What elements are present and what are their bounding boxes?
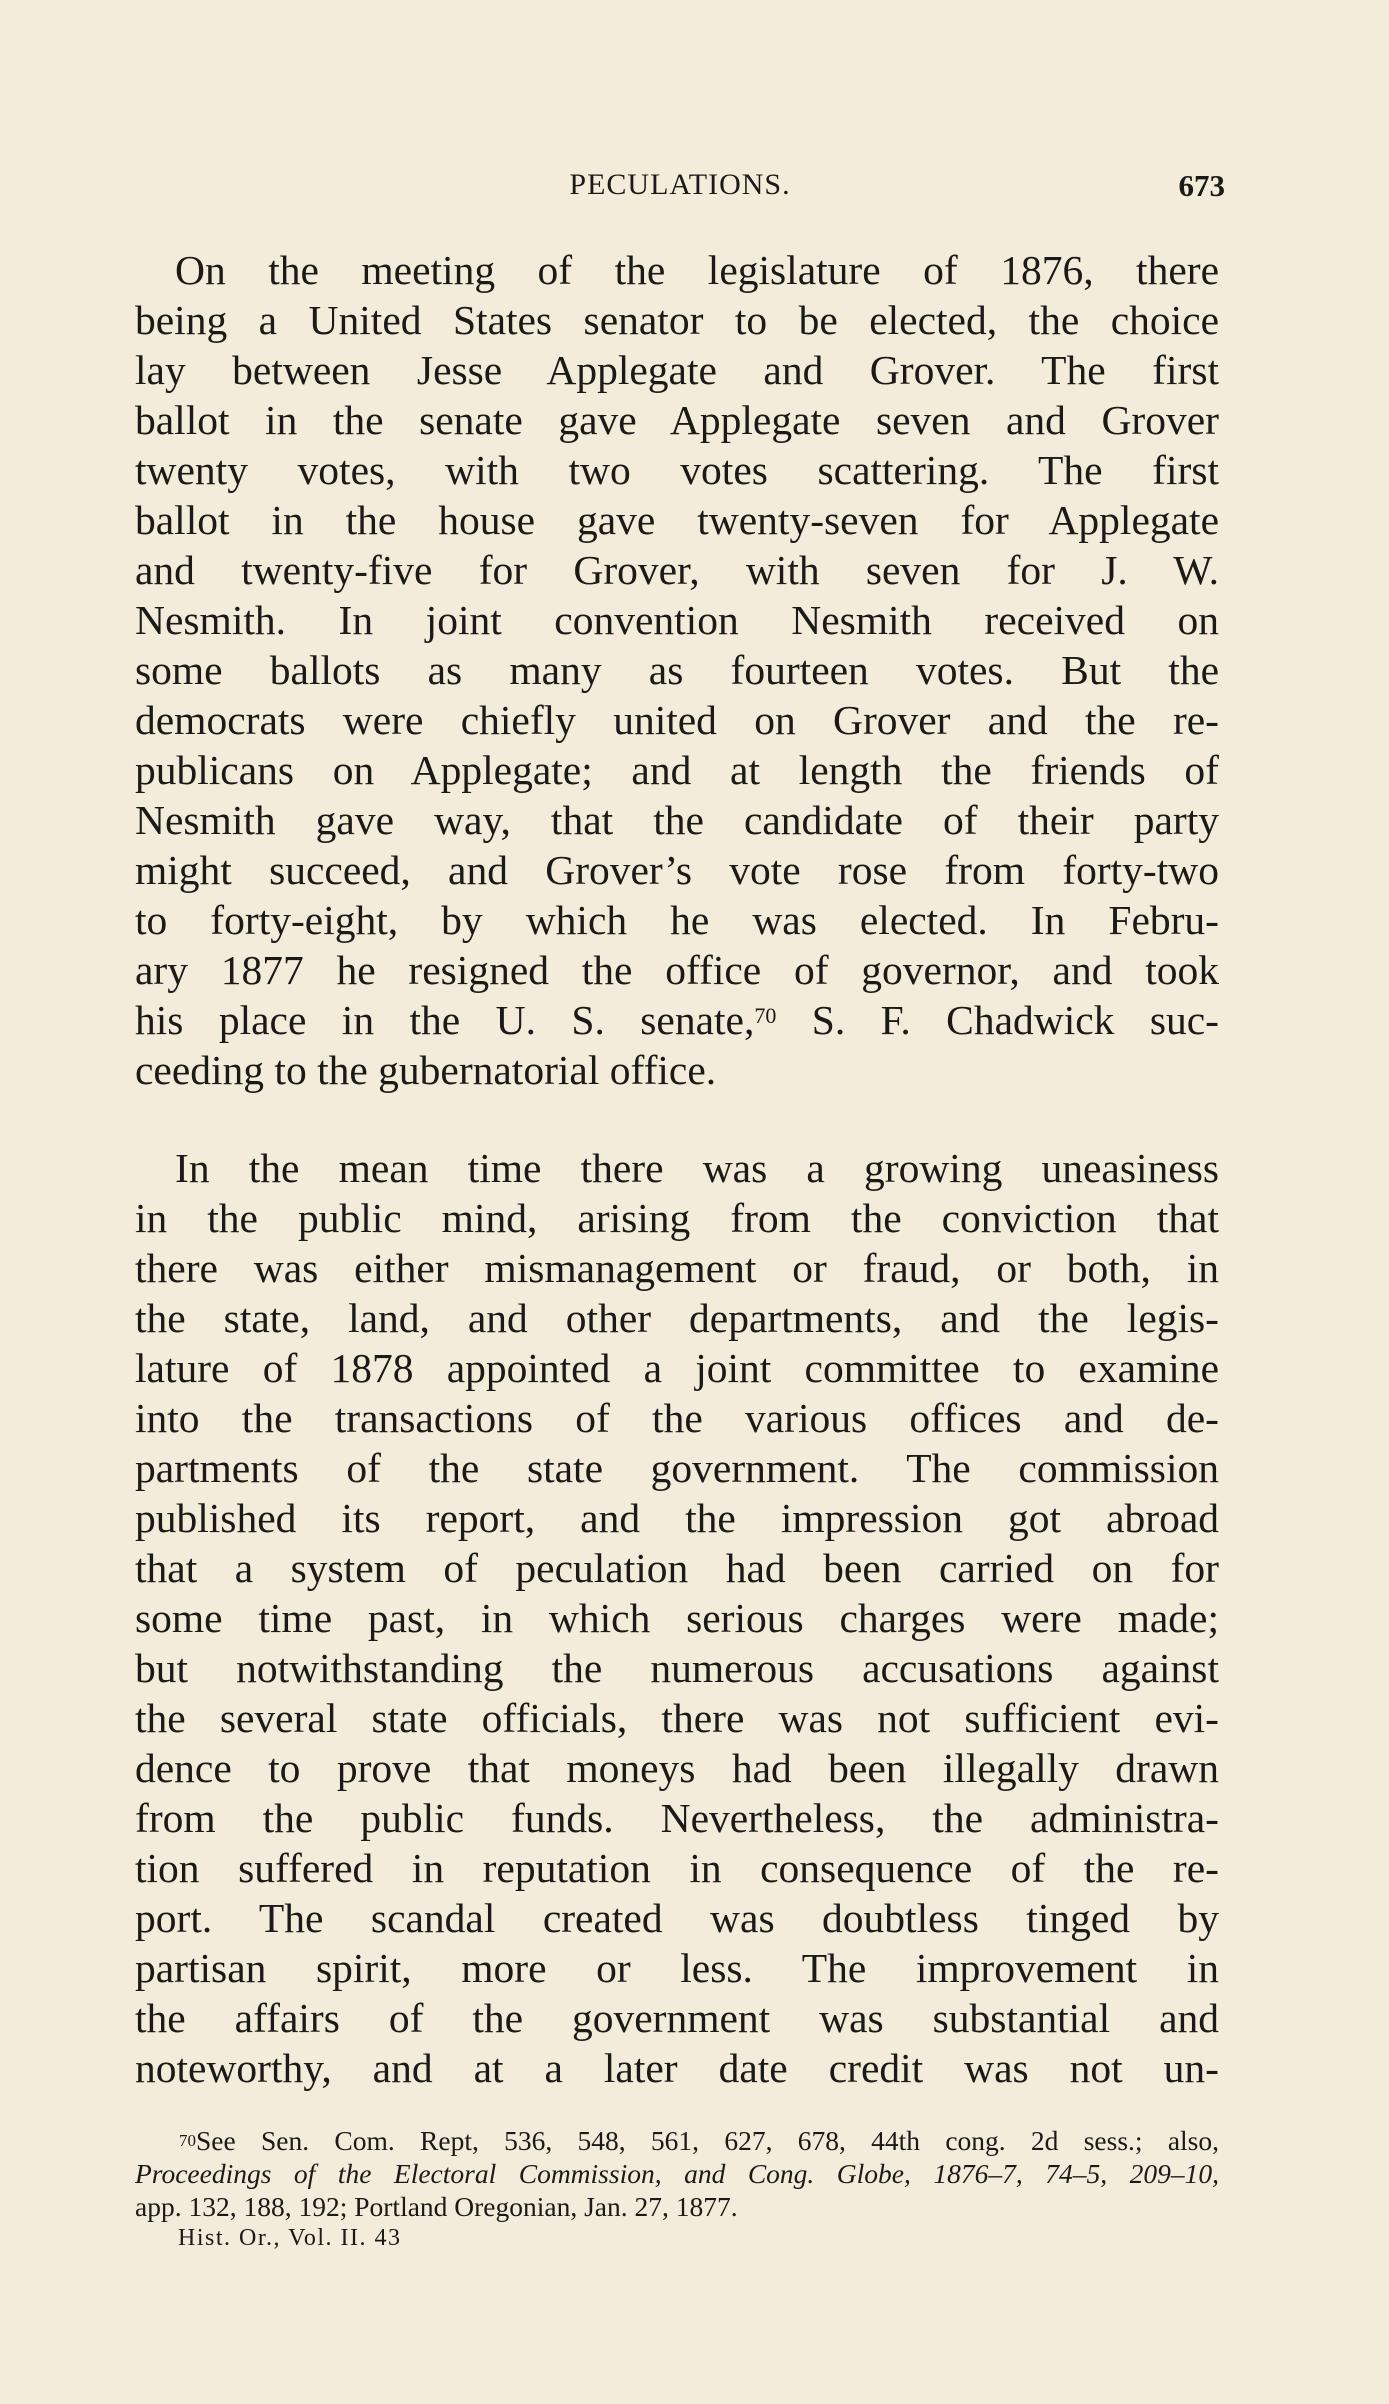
text-line: ary 1877 he resigned the office of governor, and took — [135, 947, 1219, 993]
text-line: ceeding to the gubernatorial office. — [135, 1047, 717, 1093]
text-line: that a system of peculation had been carried on for — [135, 1545, 1219, 1591]
footnotes — [135, 2124, 1219, 2223]
text-line: lature of 1878 appointed a joint committee to examine — [135, 1345, 1219, 1391]
footnote-line: app. 132, 188, 192; Portland Oregonian, Jan. 27, 1877. — [135, 2191, 738, 2222]
text-line: and twenty-five for Grover, with seven for J. W. — [135, 547, 1219, 593]
text-line: in the public mind, arising from the conviction that — [135, 1195, 1219, 1241]
text-line: port. The scandal created was doubtless tinged by — [135, 1895, 1219, 1941]
footnote-reference[interactable]: 70 — [754, 1003, 777, 1028]
text-line: tion suffered in reputation in consequence of the re- — [135, 1845, 1219, 1891]
text-line: there was either mismanagement or fraud, or both, in — [135, 1245, 1219, 1291]
text-line: being a United States senator to be elected, the choice — [135, 297, 1219, 343]
text-line: the several state officials, there was not sufficient evi- — [135, 1695, 1219, 1741]
text-line: publicans on Applegate; and at length the friends of — [135, 747, 1219, 793]
text-line: but notwithstanding the numerous accusations against — [135, 1645, 1219, 1691]
text-line: ballot in the senate gave Applegate seven and Grover — [135, 397, 1219, 443]
text-line: the affairs of the government was substantial and — [135, 1995, 1219, 2041]
text-line: noteworthy, and at a later date credit was not un- — [135, 2045, 1219, 2091]
text-line: ballot in the house gave twenty-seven for Applegate — [135, 497, 1219, 543]
text-line: some time past, in which serious charges were made; — [135, 1595, 1219, 1641]
text-line: might succeed, and Grover’s vote rose from forty-two — [135, 847, 1219, 893]
text-line: lay between Jesse Applegate and Grover. The first — [135, 347, 1219, 393]
paragraph-gap — [135, 1095, 1219, 1143]
signature-mark: Hist. Or., Vol. II. 43 — [178, 2225, 402, 2251]
line-text-before-note: his place in the U. S. senate, — [135, 997, 755, 1043]
text-line: to forty-eight, by which he was elected. In Febru- — [135, 897, 1219, 943]
page-number: 673 — [1178, 168, 1225, 203]
text-line: into the transactions of the various offices and de- — [135, 1395, 1219, 1441]
text-line: the state, land, and other departments, and the legis- — [135, 1295, 1219, 1341]
text-line: dence to prove that moneys had been illegally drawn — [135, 1745, 1219, 1791]
footnote-line: Proceedings of the Electoral Commission, and Cong. Globe, 1876–7, 74–5, 209–10, — [135, 2158, 1219, 2189]
footnote-line — [135, 2124, 1219, 2157]
line-text-after-note: S. F. Chadwick suc- — [776, 997, 1219, 1043]
text-line: twenty votes, with two votes scattering. The first — [135, 447, 1219, 493]
text-line: partisan spirit, more or less. The improvement in — [135, 1945, 1219, 1991]
text-line: Nesmith gave way, that the candidate of their party — [135, 797, 1219, 843]
running-head — [135, 168, 1225, 208]
text-line-with-footnote-ref — [135, 995, 1219, 1045]
text-line: some ballots as many as fourteen votes. But the — [135, 647, 1219, 693]
running-title: PECULATIONS. — [569, 168, 791, 201]
text-line: democrats were chiefly united on Grover and the re- — [135, 697, 1219, 743]
text-line: partments of the state government. The commission — [135, 1445, 1219, 1491]
text-line: On the meeting of the legislature of 1876, there — [175, 247, 1219, 293]
text-line: published its report, and the impression got abroad — [135, 1495, 1219, 1541]
text-line: In the mean time there was a growing uneasiness — [175, 1145, 1219, 1191]
body-text — [135, 245, 1219, 2093]
footnote-marker: 70 — [179, 2131, 196, 2150]
text-line: Nesmith. In joint convention Nesmith received on — [135, 597, 1219, 643]
footnote-text: See Sen. Com. Rept, 536, 548, 561, 627, 678, 44th cong. 2d sess.; also, — [196, 2125, 1219, 2156]
text-line: from the public funds. Nevertheless, the administra- — [135, 1795, 1219, 1841]
